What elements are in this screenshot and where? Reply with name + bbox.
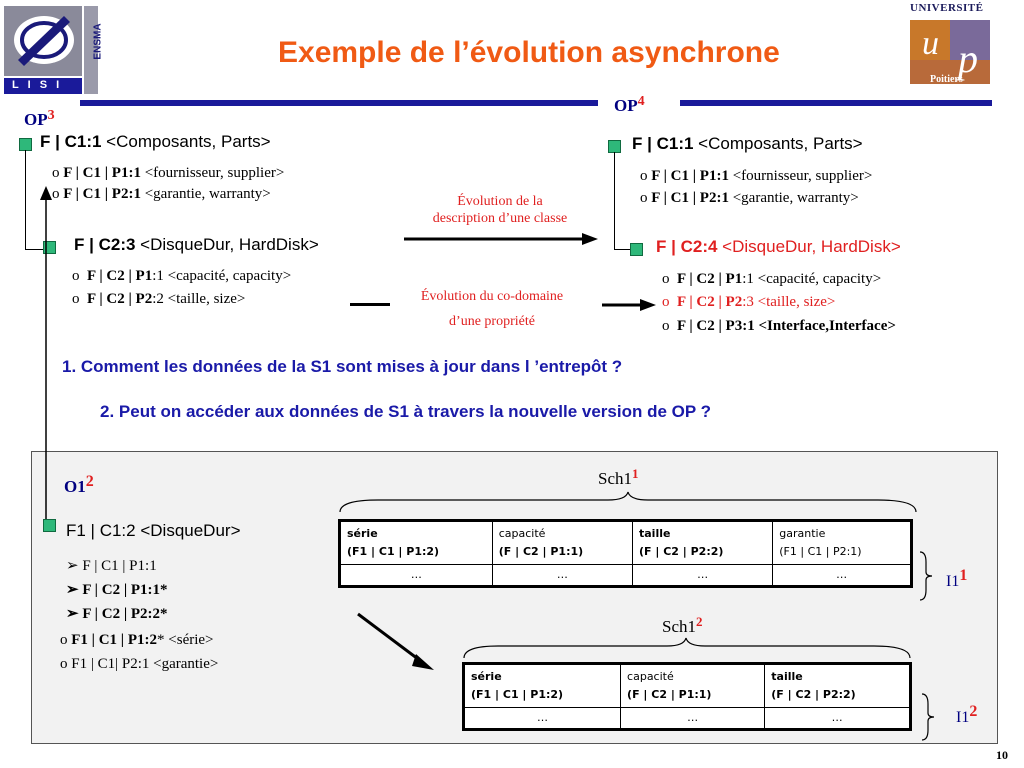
prop-marker: o <box>662 318 677 334</box>
prop-marker: o <box>662 294 677 310</box>
source-label <box>64 473 94 497</box>
col-ref: (F1 | C1 | P1:2) <box>347 545 440 558</box>
col-name: capacité <box>627 670 674 683</box>
prop-path: F | C2 | P1 <box>677 271 743 287</box>
schema1-version: 1 <box>632 466 639 481</box>
op-left-class1-sep: F | <box>40 132 65 151</box>
prop-desc: <taille, size> <box>753 294 836 310</box>
item-text: F | C2 | P2:2* <box>82 606 168 622</box>
schema2-col-serie <box>464 664 621 708</box>
op-right-prop2-2 <box>662 294 835 311</box>
op-right-prop2-3 <box>662 318 896 335</box>
codomain-line1: Évolution du co-domaine <box>420 289 564 304</box>
prop-marker: o <box>72 291 87 307</box>
source-class-bullet <box>43 519 56 532</box>
question-1: 1. Comment les données de la S1 sont mises à jour dans l ’entrepôt ? <box>62 357 623 376</box>
col-ref: (F | C2 | P1:1) <box>498 545 584 558</box>
prop-desc: <fournisseur, supplier> <box>144 165 285 181</box>
prop-path: F | C2 | P2 <box>677 294 743 310</box>
op-right-class2 <box>656 237 901 257</box>
table-cell: … <box>765 708 911 730</box>
schema2-name: Sch1 <box>662 617 696 636</box>
source-o-item-2 <box>60 656 218 673</box>
codomain-arrow-icon <box>600 295 660 315</box>
instance1-brace-icon <box>918 550 934 602</box>
instance2-label <box>956 703 977 727</box>
class-evolution-line1: Évolution de la <box>457 194 543 209</box>
instance2-name: I1 <box>956 709 970 726</box>
header-line-right <box>680 100 992 106</box>
col-name: capacité <box>498 527 546 540</box>
arrow-bullet-icon: ➢ <box>66 558 83 574</box>
table-cell: … <box>464 708 621 730</box>
col-ref: (F | C2 | P1:1) <box>627 688 712 701</box>
prop-marker: o <box>52 165 64 181</box>
prop-marker: o <box>72 268 87 284</box>
op-left-prop2 <box>52 186 271 203</box>
prop-ver: :1 <box>742 271 754 287</box>
source-version: 2 <box>85 473 94 490</box>
op-right-class2-ver: :4 <box>702 237 718 256</box>
prop-marker: o <box>640 168 652 184</box>
instance1-name: I1 <box>946 573 960 590</box>
op-left-label <box>24 108 55 130</box>
table-cell: … <box>621 708 765 730</box>
source-arrow-item-3 <box>66 604 168 623</box>
op-left-prop2-1 <box>72 268 291 285</box>
instance1-version: 1 <box>959 567 968 584</box>
table-cell: … <box>633 565 773 587</box>
op-right-class1-id: C1:1 <box>656 134 694 153</box>
op-right-label <box>614 94 645 116</box>
source-arrow-item-2 <box>66 580 168 599</box>
svg-text:u: u <box>922 25 939 62</box>
lisi-logo <box>4 6 104 94</box>
prop-rest: * <série> <box>157 632 214 648</box>
schema1-brace-icon <box>338 490 918 514</box>
source-class: F1 | C1:2 <DisqueDur> <box>66 521 241 540</box>
source-arrow-item-1 <box>66 556 157 575</box>
prop-desc: <fournisseur, supplier> <box>732 168 873 184</box>
codomain-dash-left <box>350 303 390 306</box>
schema1-header-row <box>340 521 912 565</box>
ensma-text: ENSMA <box>92 23 104 60</box>
table-cell: … <box>340 565 493 587</box>
prop-desc: <capacité, capacity> <box>753 271 882 287</box>
schema2-table <box>462 662 912 731</box>
source-name: O1 <box>64 477 86 496</box>
table-cell: … <box>492 565 632 587</box>
schema1-label <box>598 466 639 489</box>
schema1-col-capacite <box>492 521 632 565</box>
op-left-class2 <box>74 235 319 255</box>
op-left-class1-desc: <Composants, Parts> <box>101 132 271 151</box>
op-right-prop2 <box>640 190 859 207</box>
instance2-brace-icon <box>920 692 936 742</box>
schema2-version: 2 <box>696 614 703 629</box>
op-left-class2-id: C2 <box>98 235 121 254</box>
question-2: 2. Peut on accéder aux données de S1 à travers la nouvelle version de OP ? <box>100 402 711 421</box>
class-evolution-caption <box>400 193 600 227</box>
schema1-table <box>338 519 913 588</box>
class-evolution-line2: description d’une classe <box>432 211 568 226</box>
prop-path: F | C1 | P2:1 <box>63 186 145 202</box>
op-left-name: OP <box>24 110 48 129</box>
page-number: 10 <box>996 748 1008 762</box>
source-o-item-1 <box>60 632 214 649</box>
header-line-left <box>80 100 598 106</box>
prop-path: F | C1 | P1:1 <box>651 168 733 184</box>
op-left-prop2-2 <box>72 291 245 308</box>
prop-path: F1 | C1 | P1:2 <box>71 632 158 648</box>
prop-path: F | C2 | P1 <box>87 268 153 284</box>
codomain-line2: d’une propriété <box>449 314 535 329</box>
prop-desc: <Interface,Interface> <box>754 318 896 334</box>
source-to-op-arrow-icon <box>36 186 56 526</box>
poitiers-text: Poitiers <box>930 74 963 85</box>
op-right-connector <box>614 152 630 250</box>
page-title: Exemple de l’évolution asynchrone <box>278 36 780 69</box>
col-ref: (F1 | C1 | P1:2) <box>471 688 564 701</box>
op-left-class2-sep: F | <box>74 235 99 254</box>
op-right-class2-bullet <box>630 243 643 256</box>
op-right-class2-id: C2 <box>680 237 703 256</box>
op-right-prop1 <box>640 168 872 185</box>
table-row <box>464 708 911 730</box>
item-text: F | C1 | P1:1 <box>82 558 157 574</box>
schema2-header-row <box>464 664 911 708</box>
arrow-bullet-icon: ➢ <box>66 582 83 598</box>
prop-marker: o <box>60 656 72 672</box>
op-right-version: 4 <box>637 94 645 109</box>
op-left-class1 <box>40 132 271 152</box>
col-name: garantie <box>779 527 826 540</box>
col-name: taille <box>639 527 671 540</box>
col-ref: (F | C2 | P2:2) <box>639 545 724 558</box>
prop-desc: <taille, size> <box>163 291 246 307</box>
op-right-class2-sep: F | <box>656 237 681 256</box>
prop-marker: o <box>640 190 652 206</box>
op-left-prop1 <box>52 165 284 182</box>
schema2-col-taille <box>765 664 911 708</box>
schema1-col-serie <box>340 521 493 565</box>
codomain-caption <box>392 284 592 334</box>
lisi-text: L I S I <box>12 79 63 91</box>
col-ref: (F | C2 | P2:2) <box>771 688 856 701</box>
class-evolution-arrow-icon <box>398 229 608 249</box>
col-name: série <box>471 670 502 683</box>
op-right-prop2-1 <box>662 271 881 288</box>
universite-text: UNIVERSITÉ <box>910 2 984 14</box>
op-left-version: 3 <box>47 108 55 123</box>
prop-desc: <garantie, warranty> <box>732 190 859 206</box>
arrow-bullet-icon: ➢ <box>66 606 83 622</box>
instance2-version: 2 <box>969 703 978 720</box>
prop-rest: F1 | C1| P2:1 <garantie> <box>71 656 219 672</box>
schema1-col-garantie <box>773 521 912 565</box>
col-name: taille <box>771 670 803 683</box>
prop-path: F | C2 | P3:1 <box>677 318 755 334</box>
col-name: série <box>347 527 378 540</box>
prop-ver: :1 <box>152 268 164 284</box>
col-ref: (F1 | C1 | P2:1) <box>779 545 862 558</box>
schema2-label <box>662 614 703 637</box>
prop-marker: o <box>60 632 72 648</box>
op-right-class1 <box>632 134 863 154</box>
prop-path: F | C2 | P2 <box>87 291 153 307</box>
op-left-class1-id: C1:1 <box>64 132 102 151</box>
schema1-name: Sch1 <box>598 469 632 488</box>
prop-marker: o <box>52 186 64 202</box>
table-cell: … <box>773 565 912 587</box>
op-right-class1-desc: <Composants, Parts> <box>693 134 863 153</box>
prop-path: F | C1 | P2:1 <box>651 190 733 206</box>
table-row <box>340 565 912 587</box>
op-right-class2-desc: <DisqueDur, HardDisk> <box>717 237 901 256</box>
schema2-brace-icon <box>462 636 912 660</box>
prop-path: F | C1 | P1:1 <box>63 165 145 181</box>
prop-marker: o <box>662 271 677 287</box>
prop-ver: :2 <box>152 291 164 307</box>
prop-ver: :3 <box>742 294 754 310</box>
op-right-name: OP <box>614 96 638 115</box>
schema-evolution-arrow-icon <box>354 610 444 680</box>
op-right-class1-sep: F | <box>632 134 657 153</box>
prop-desc: <capacité, capacity> <box>163 268 292 284</box>
prop-desc: <garantie, warranty> <box>144 186 271 202</box>
svg-text:p: p <box>958 36 978 81</box>
schema1-col-taille <box>633 521 773 565</box>
op-left-class2-ver: :3 <box>120 235 136 254</box>
item-text: F | C2 | P1:1* <box>82 582 168 598</box>
op-left-class2-desc: <DisqueDur, HardDisk> <box>135 235 319 254</box>
instance1-label <box>946 567 967 591</box>
universite-poitiers-logo <box>906 2 998 86</box>
schema2-col-capacite <box>621 664 765 708</box>
